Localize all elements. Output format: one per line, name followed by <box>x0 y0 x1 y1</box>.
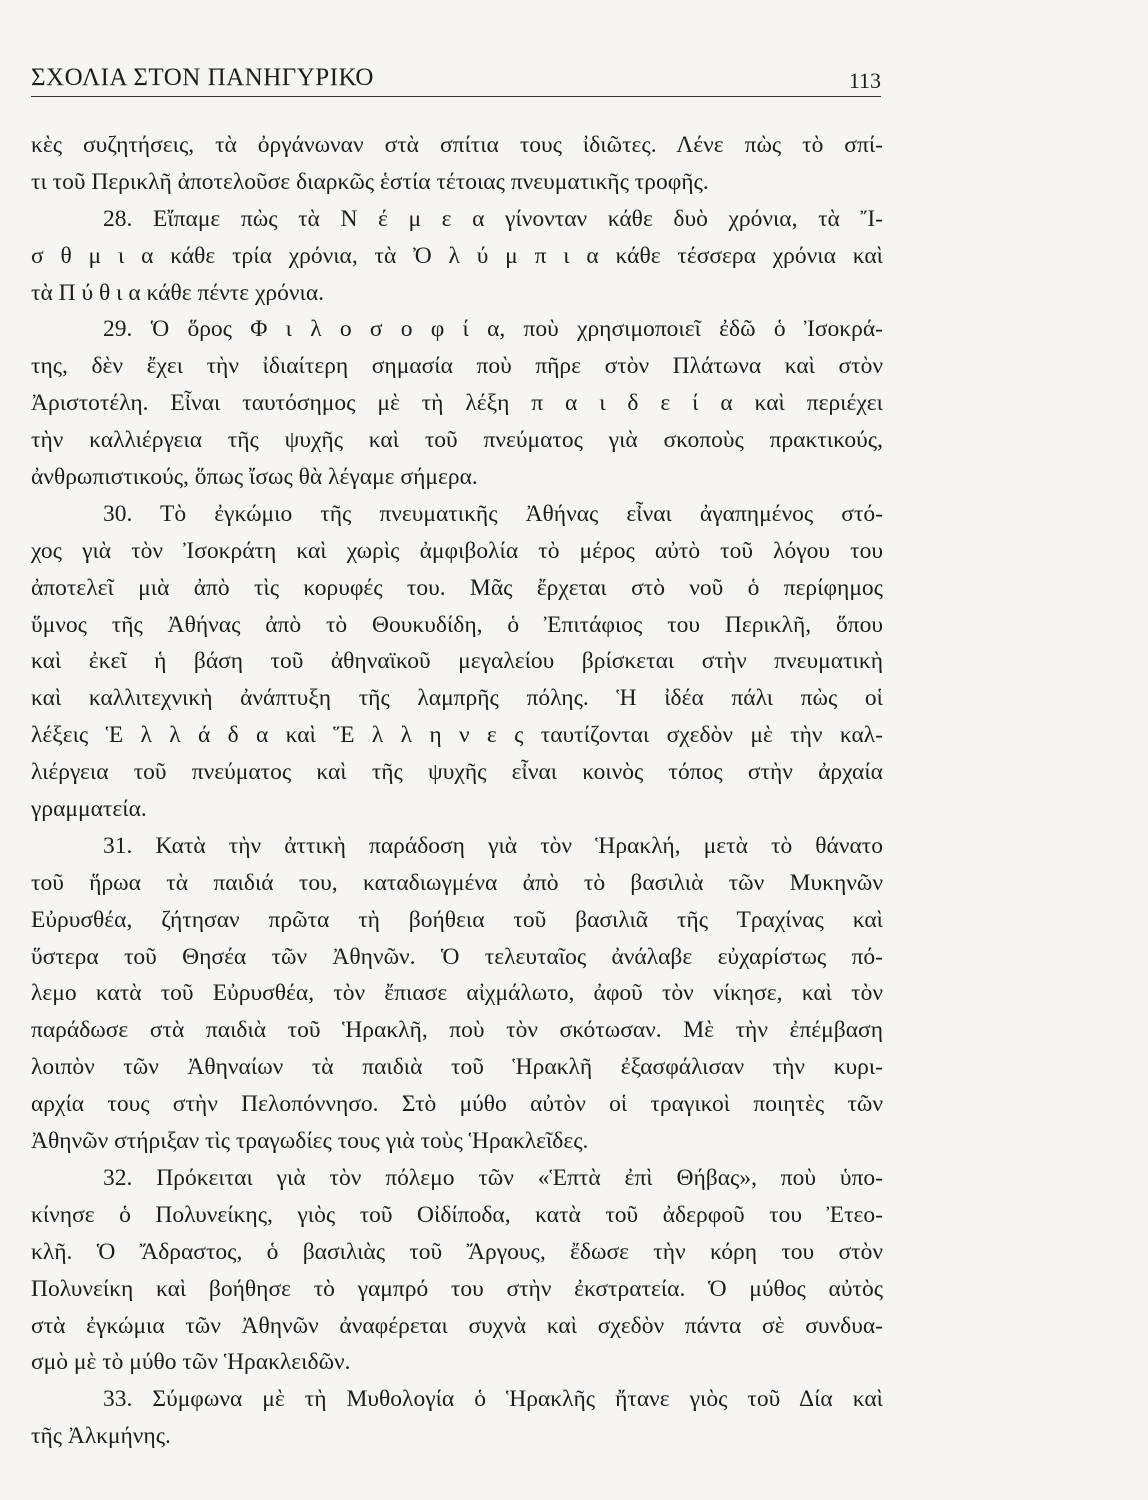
text-line: τι τοῦ Περικλῆ ἀποτελοῦσε διαρκῶς ἑστία τέτοιας πνευματικῆς τροφῆς. <box>31 168 709 195</box>
running-title: ΣΧΟΛΙΑ ΣΤΟΝ ΠΑΝΗΓΥΡΙΚΟ <box>31 64 374 91</box>
text-line: 28. Εἴπαμε πὼς τὰ Ν έ μ ε α γίνονταν κάθε δυὸ χρόνια, τὰ Ἴ- <box>103 205 883 232</box>
text-line: ἀποτελεῖ μιὰ ἀπὸ τὶς κορυφές του. Μᾶς ἔρχεται στὸ νοῦ ὁ περίφημος <box>31 574 883 601</box>
text-line: στὰ ἐγκώμια τῶν Ἀθηνῶν ἀναφέρεται συχνὰ καὶ σχεδὸν πάντα σὲ συνδυα- <box>31 1312 883 1339</box>
text-line: σμὸ μὲ τὸ μύθο τῶν Ἡρακλειδῶν. <box>31 1349 351 1376</box>
text-line: τῆς Ἀλκμήνης. <box>31 1423 171 1450</box>
text-line: 30. Τὸ ἐγκώμιο τῆς πνευματικῆς Ἀθήνας εἶναι ἀγαπημένος στό- <box>103 500 883 527</box>
page-number: 113 <box>848 68 881 93</box>
text-line: τὴν καλλιέργεια τῆς ψυχῆς καὶ τοῦ πνεύματος γιὰ σκοποὺς πρακτικούς, <box>31 427 883 454</box>
text-line: καὶ ἐκεῖ ἡ βάση τοῦ ἀθηναϊκοῦ μεγαλείου βρίσκεται στὴν πνευματικὴ <box>31 648 883 675</box>
text-line: ὕστερα τοῦ Θησέα τῶν Ἀθηνῶν. Ὁ τελευταῖος ἀνάλαβε εὐχαρίστως πό- <box>31 943 883 970</box>
text-line: λιέργεια τοῦ πνεύματος καὶ τῆς ψυχῆς εἶναι κοινὸς τόπος στὴν ἀρχαία <box>31 759 883 786</box>
text-line: ὕμνος τῆς Ἀθήνας ἀπὸ τὸ Θουκυδίδη, ὁ Ἐπιτάφιος του Περικλῆ, ὅπου <box>31 611 883 638</box>
notes-body <box>31 127 883 1455</box>
text-line: λοιπὸν τῶν Ἀθηναίων τὰ παιδιὰ τοῦ Ἡρακλῆ ἐξασφάλισαν τὴν κυρι- <box>31 1054 883 1081</box>
text-line: σ θ μ ι α κάθε τρία χρόνια, τὰ Ὀ λ ύ μ π ι α κάθε τέσσερα χρόνια καὶ <box>31 242 883 269</box>
text-line: τὰ Π ύ θ ι α κάθε πέντε χρόνια. <box>31 279 325 306</box>
text-line: Εὐρυσθέα, ζήτησαν πρῶτα τὴ βοήθεια τοῦ βασιλιᾶ τῆς Τραχίνας καὶ <box>31 906 883 933</box>
text-line: Ἀριστοτέλη. Εἶναι ταυτόσημος μὲ τὴ λέξη π α ι δ ε ί α καὶ περιέχει <box>31 390 883 417</box>
text-line: 31. Κατὰ τὴν ἀττικὴ παράδοση γιὰ τὸν Ἡρακλή, μετὰ τὸ θάνατο <box>103 832 883 859</box>
text-line: λέξεις Ἑ λ λ ά δ α καὶ Ἕ λ λ η ν ε ς ταυτίζονται σχεδὸν μὲ τὴν καλ- <box>31 722 883 749</box>
text-line: Πολυνείκη καὶ βοήθησε τὸ γαμπρό του στὴν ἐκστρατεία. Ὁ μύθος αὐτὸς <box>31 1275 883 1302</box>
text-line: κίνησε ὁ Πολυνείκης, γιὸς τοῦ Οἰδίποδα, κατὰ τοῦ ἀδερφοῦ του Ἐτεο- <box>31 1201 883 1228</box>
text-line: κλῆ. Ὁ Ἄδραστος, ὁ βασιλιὰς τοῦ Ἄργους, ἔδωσε τὴν κόρη του στὸν <box>31 1238 883 1265</box>
text-line: λεμο κατὰ τοῦ Εὐρυσθέα, τὸν ἔπιασε αἰχμάλωτο, ἀφοῦ τὸν νίκησε, καὶ τὸν <box>31 980 883 1007</box>
text-line: 33. Σύμφωνα μὲ τὴ Μυθολογία ὁ Ἡρακλῆς ἤτανε γιὸς τοῦ Δία καὶ <box>103 1386 883 1413</box>
text-line: αρχία τους στὴν Πελοπόννησο. Στὸ μύθο αὐτὸν οἱ τραγικοὶ ποιητὲς τῶν <box>31 1091 883 1118</box>
text-line: 32. Πρόκειται γιὰ τὸν πόλεμο τῶν «Ἑπτὰ ἐπὶ Θήβας», ποὺ ὑπο- <box>103 1164 883 1191</box>
text-line: κὲς συζητήσεις, τὰ ὀργάνωναν στὰ σπίτια τους ἰδιῶτες. Λένε πὼς τὸ σπί- <box>31 132 883 158</box>
running-header <box>31 62 881 97</box>
text-line: καὶ καλλιτεχνικὴ ἀνάπτυξη τῆς λαμπρῆς πόλης. Ἡ ἰδέα πάλι πὼς οἱ <box>31 685 883 712</box>
text-line: της, δὲν ἔχει τὴν ἰδιαίτερη σημασία ποὺ πῆρε στὸν Πλάτωνα καὶ στὸν <box>31 353 883 380</box>
text-line: Ἀθηνῶν στήριξαν τὶς τραγωδίες τους γιὰ τοὺς Ἡρακλεῖδες. <box>31 1128 589 1155</box>
text-line: τοῦ ἥρωα τὰ παιδιά του, καταδιωγμένα ἀπὸ τὸ βασιλιὰ τῶν Μυκηνῶν <box>31 869 883 896</box>
text-line: ἀνθρωπιστικούς, ὅπως ἴσως θὰ λέγαμε σήμερα. <box>31 464 478 491</box>
text-line: γραμματεία. <box>31 796 147 823</box>
text-line: 29. Ὁ ὅρος Φ ι λ ο σ ο φ ί α, ποὺ χρησιμοποιεῖ ἐδῶ ὁ Ἰσοκρά- <box>103 316 883 343</box>
text-line: χος γιὰ τὸν Ἰσοκράτη καὶ χωρὶς ἀμφιβολία τὸ μέρος αὐτὸ τοῦ λόγου του <box>31 537 883 564</box>
text-line: παράδωσε στὰ παιδιὰ τοῦ Ἡρακλῆ, ποὺ τὸν σκότωσαν. Μὲ τὴν ἐπέμβαση <box>31 1017 883 1044</box>
